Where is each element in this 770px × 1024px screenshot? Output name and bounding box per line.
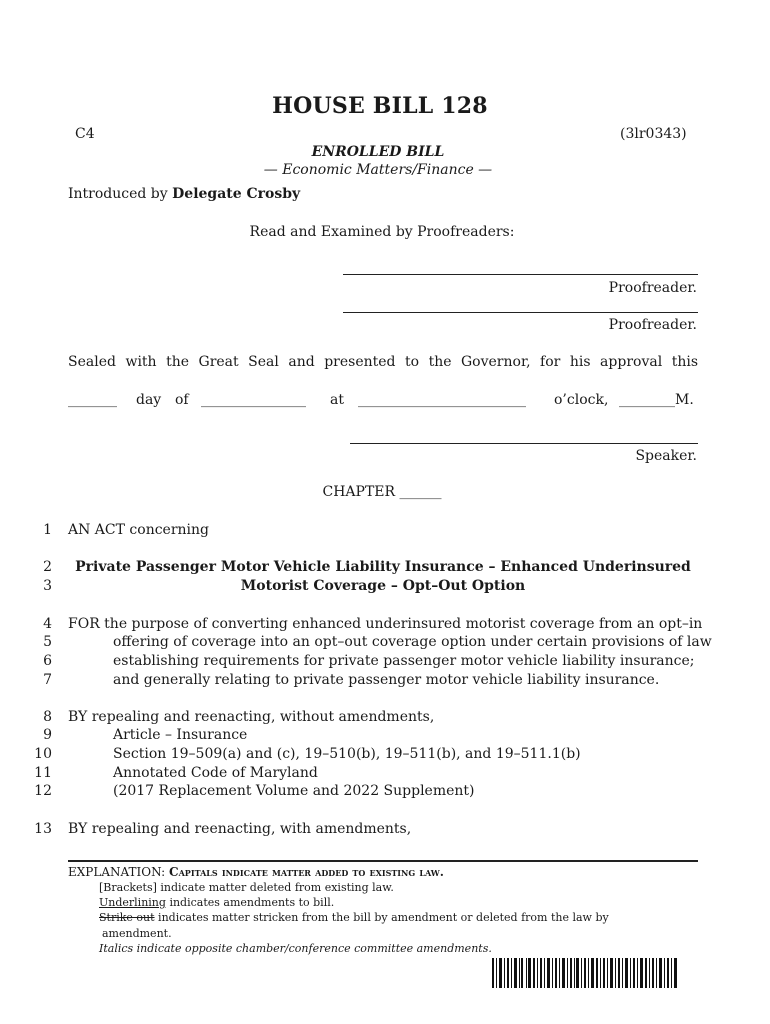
purpose-line: offering of coverage into an opt–out coverage option under certain provisions of law: [113, 634, 712, 650]
line-number: 7: [43, 672, 52, 688]
purpose-line: and generally relating to private passenger motor vehicle liability insurance.: [113, 672, 660, 688]
committee-label: — Economic Matters/Finance —: [263, 162, 493, 178]
line-number: 3: [43, 578, 52, 594]
citation-line: Article – Insurance: [113, 727, 248, 743]
purpose-line: FOR the purpose of converting enhanced underinsured motorist coverage from an opt–in: [68, 616, 703, 632]
proofreader-label: Proofreader.: [608, 317, 697, 333]
purpose-line: establishing requirements for private passenger motor vehicle liability insurance;: [113, 653, 695, 669]
proofreader-signature-line: [343, 274, 698, 275]
of-blank: _______________: [201, 392, 306, 408]
brackets-word: [Brackets]: [99, 881, 157, 894]
line-number: 1: [43, 522, 52, 538]
act-concerning: AN ACT concerning: [68, 522, 209, 538]
citation-line: Section 19–509(a) and (c), 19–510(b), 19–511(b), and 19–511.1(b): [113, 746, 581, 762]
speaker-signature-line: [350, 443, 698, 444]
strike-note-continued: amendment.: [102, 927, 172, 940]
barcode-image: [492, 958, 678, 988]
strike-word: Strike out: [99, 911, 155, 924]
repeal-line: BY repealing and reenacting, without amendments,: [68, 709, 435, 725]
day-label: day: [136, 392, 162, 408]
citation-line: (2017 Replacement Volume and 2022 Supplement): [113, 783, 475, 799]
sealed-statement: Sealed with the Great Seal and presented to the Governor, for his approval this: [68, 354, 698, 370]
speaker-label: Speaker.: [635, 448, 697, 464]
line-number: 10: [34, 746, 52, 762]
brackets-desc: indicate matter deleted from existing law.: [160, 881, 394, 894]
read-examined: Read and Examined by Proofreaders:: [249, 224, 515, 240]
m-blank: ________M.: [619, 392, 694, 408]
bill-heading-line: Private Passenger Motor Vehicle Liability Insurance – Enhanced Underinsured: [75, 559, 691, 575]
line-number: 2: [43, 559, 52, 575]
strike-note: [99, 911, 609, 924]
subject-code: C4: [75, 126, 95, 142]
sponsor-name: Delegate Crosby: [172, 186, 301, 202]
line-number: 11: [34, 765, 52, 781]
chapter-label: CHAPTER ______: [322, 484, 442, 500]
line-number: 13: [34, 821, 52, 837]
underlining-word: Underlining: [99, 896, 166, 909]
citation-line: Annotated Code of Maryland: [113, 765, 318, 781]
capitals-note: Capitals indicate matter added to existing law.: [169, 865, 444, 879]
brackets-note: [99, 881, 394, 894]
line-number: 4: [43, 616, 52, 632]
line-number: 5: [43, 634, 52, 650]
explanation-rule: [68, 860, 698, 862]
proofreader-signature-line: [343, 312, 698, 313]
repeal-line: BY repealing and reenacting, with amendments,: [68, 821, 412, 837]
italics-note: Italics indicate opposite chamber/conference committee amendments.: [99, 942, 492, 955]
bill-title: HOUSE BILL 128: [272, 93, 488, 119]
underlining-note: [99, 896, 334, 909]
of-label: of: [175, 392, 189, 408]
introduced-prefix: Introduced by: [68, 186, 168, 202]
bill-heading-line: Motorist Coverage – Opt–Out Option: [240, 578, 526, 594]
proofreader-label: Proofreader.: [608, 280, 697, 296]
drafting-code: (3lr0343): [620, 126, 687, 142]
day-blank: _______: [68, 392, 117, 408]
explanation-label: EXPLANATION:: [68, 865, 166, 879]
at-blank: ________________________: [358, 392, 526, 408]
line-number: 6: [43, 653, 52, 669]
line-number: 9: [43, 727, 52, 743]
explanation-header: [68, 865, 444, 879]
introduced-by: [68, 186, 300, 202]
at-label: at: [330, 392, 344, 408]
line-number: 12: [34, 783, 52, 799]
enrolled-label: ENROLLED BILL: [311, 144, 445, 160]
underlining-desc: indicates amendments to bill.: [169, 896, 335, 909]
strike-desc: indicates matter stricken from the bill by amendment or deleted from the law by: [158, 911, 609, 924]
line-number: 8: [43, 709, 52, 725]
oclock-label: o’clock,: [554, 392, 609, 408]
